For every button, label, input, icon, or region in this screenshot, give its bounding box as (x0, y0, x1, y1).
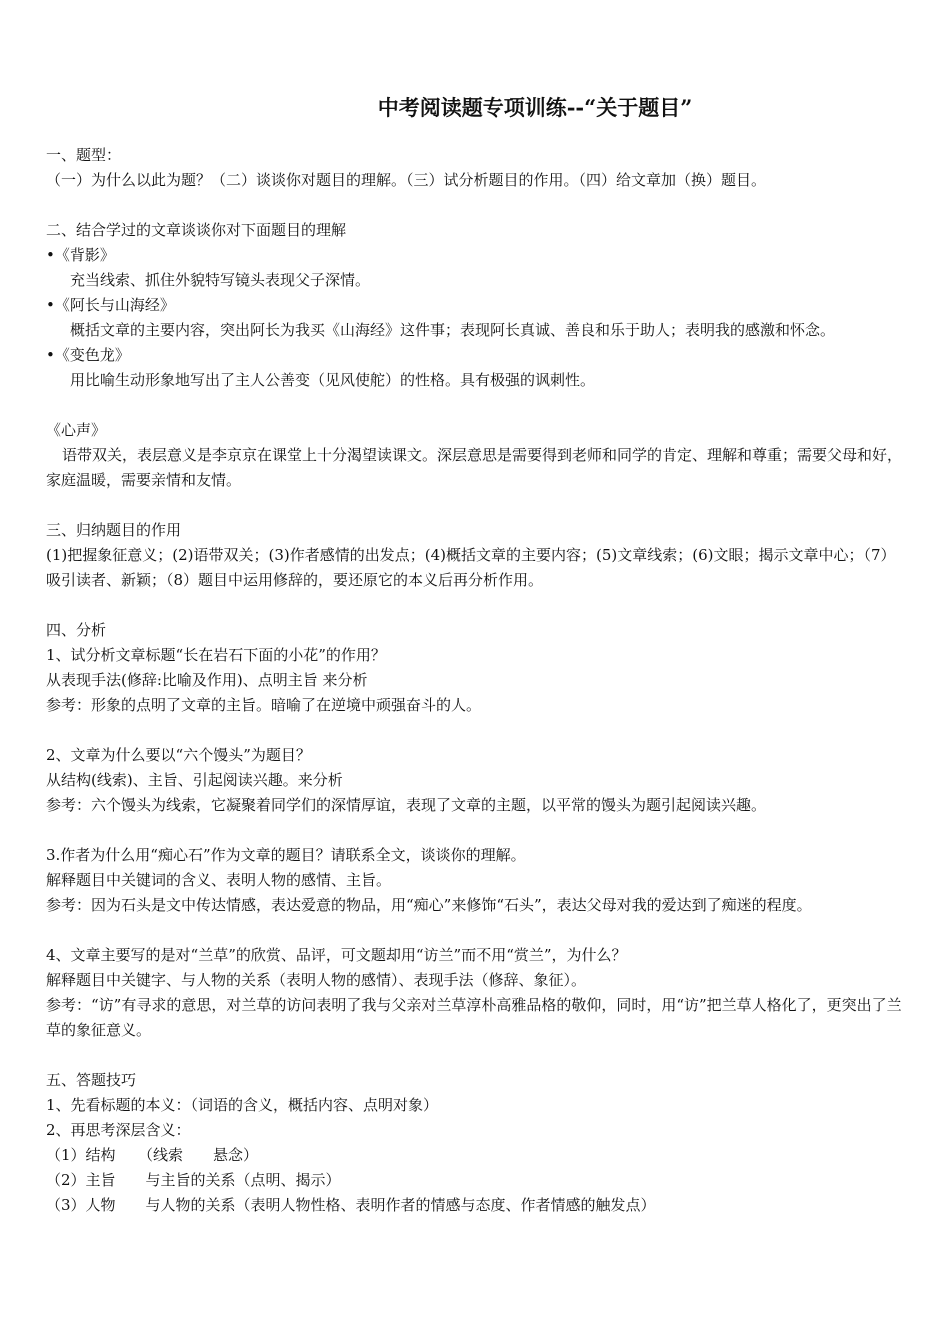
question-2: 2、文章为什么要以“六个馒头”为题目？ (46, 746, 311, 764)
tip-sub-theme: （2）主旨 与主旨的关系（点明、揭示） (46, 1171, 341, 1189)
question-1-answer: 参考：形象的点明了文章的主旨。暗喻了在逆境中顽强奋斗的人。 (46, 696, 482, 714)
question-4: 4、文章主要写的是对“兰草”的欣赏、品评，可文题却用“访兰”而不用“赏兰”，为什么？ (46, 946, 627, 964)
title-functions: (1)把握象征意义；(2)语带双关；(3)作者感情的出发点；(4)概括文章的主要内容；(5)文章线索；(6)文眼；揭示文章中心；（7）吸引读者、新颖；（8）题目中运用修辞的，要还原它的本义后再分析作用。 (46, 546, 896, 589)
question-4-answer: 参考：“访”有寻求的意思，对兰草的访问表明了我与父亲对兰草淳朴高雅品格的敬仰，同时，用“访”把兰草人格化了，更突出了兰草的象征意义。 (46, 996, 902, 1039)
spacer (46, 493, 908, 518)
spacer (46, 918, 908, 943)
spacer (46, 1043, 908, 1068)
section-3-heading: 三、归纳题目的作用 (46, 521, 182, 539)
question-1: 1、试分析文章标题“长在岩石下面的小花”的作用？ (46, 646, 386, 664)
question-4-hint: 解释题目中关键字、与人物的关系（表明人物的感情）、表现手法（修辞、象征）。 (46, 971, 587, 989)
section-5-heading: 五、答题技巧 (46, 1071, 137, 1089)
question-3: 3.作者为什么用“痴心石”作为文章的题目？请联系全文，谈谈你的理解。 (46, 846, 526, 864)
question-types: （一）为什么以此为题？（二）谈谈你对题目的理解。（三）试分析题目的作用。（四）给文章加（换）题目。 (46, 171, 767, 189)
item-desc-achang: 概括文章的主要内容，突出阿长为我买《山海经》这件事；表现阿长真诚、善良和乐于助人；表明我的感激和怀念。 (70, 321, 836, 339)
question-2-hint: 从结构(线索)、主旨、引起阅读兴趣。来分析 (46, 771, 343, 789)
question-3-hint: 解释题目中关键词的含义、表明人物的感情、主旨。 (46, 871, 392, 889)
question-1-hint: 从表现手法(修辞:比喻及作用)、点明主旨 来分析 (46, 671, 368, 689)
tip-step-2: 2、再思考深层含义： (46, 1121, 191, 1139)
page-title: 中考阅读题专项训练--“关于题目” (377, 95, 693, 120)
item-desc-beiying: 充当线索、抓住外貌特写镜头表现父子深情。 (70, 271, 371, 289)
section-1-heading: 一、题型： (46, 146, 122, 164)
question-2-answer: 参考：六个馒头为线索，它凝聚着同学们的深情厚谊，表现了文章的主题，以平常的馒头为题引起阅读兴趣。 (46, 796, 767, 814)
question-3-answer: 参考：因为石头是文中传达情感，表达爱意的物品，用“痴心”来修饰“石头”，表达父母对我的爱达到了痴迷的程度。 (46, 896, 812, 914)
document-body (46, 143, 908, 1218)
spacer (46, 393, 908, 418)
spacer (46, 718, 908, 743)
tip-sub-structure: （1）结构 （线索 悬念） (46, 1146, 259, 1164)
spacer (46, 593, 908, 618)
item-desc-xinsheng: 语带双关，表层意义是李京京在课堂上十分渴望读课文。深层意思是需要得到老师和同学的肯定、理解和尊重；需要父母和好，家庭温暖，需要亲情和友情。 (46, 446, 903, 489)
item-title-beiying: •《背影》 (46, 246, 115, 264)
item-title-bianselong: •《变色龙》 (46, 346, 130, 364)
tip-step-1: 1、先看标题的本义：（词语的含义，概括内容、点明对象） (46, 1096, 439, 1114)
section-2-heading: 二、结合学过的文章谈谈你对下面题目的理解 (46, 221, 347, 239)
tip-sub-character: （3）人物 与人物的关系（表明人物性格、表明作者的情感与态度、作者情感的触发点） (46, 1196, 656, 1214)
item-title-xinsheng: 《心声》 (46, 421, 107, 439)
item-desc-bianselong: 用比喻生动形象地写出了主人公善变（见风使舵）的性格。具有极强的讽刺性。 (70, 371, 596, 389)
section-4-heading: 四、分析 (46, 621, 107, 639)
item-title-achang: •《阿长与山海经》 (46, 296, 175, 314)
spacer (46, 193, 908, 218)
spacer (46, 818, 908, 843)
